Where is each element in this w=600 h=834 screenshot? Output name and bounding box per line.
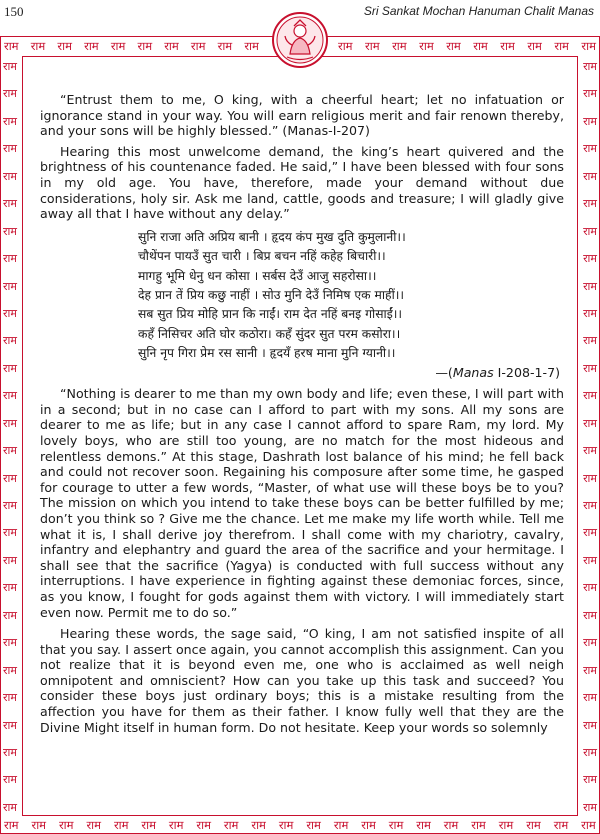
border-word: राम — [583, 553, 597, 567]
border-word: राम — [3, 663, 17, 677]
border-word: राम — [31, 818, 47, 832]
border-word: राम — [500, 39, 515, 53]
border-word: राम — [583, 279, 597, 293]
border-word: राम — [30, 39, 46, 53]
border-word: राम — [3, 800, 17, 814]
border-word: राम — [168, 818, 184, 832]
verse-line: कहँ निसिचर अति घोर कठोरा। कहँ सुंदर सुत परम कसोरा।। — [138, 326, 401, 341]
border-word: राम — [86, 818, 102, 832]
border-word: राम — [3, 279, 17, 293]
border-word: राम — [583, 197, 597, 211]
border-word: राम — [361, 818, 376, 832]
border-word: राम — [583, 581, 597, 595]
border-word: राम — [583, 745, 597, 759]
border-word: राम — [3, 718, 17, 732]
border-word: राम — [392, 39, 407, 53]
border-word: राम — [583, 499, 597, 512]
border-word: राम — [583, 718, 597, 732]
verse-citation — [40, 365, 560, 381]
running-head: Sri Sankat Mochan Hanuman Chalit Manas — [363, 4, 594, 18]
border-word: राम — [217, 39, 233, 53]
border-word: राम — [58, 818, 74, 832]
border-word: राम — [338, 39, 353, 53]
border-word: राम — [583, 800, 597, 814]
border-word: राम — [526, 818, 541, 832]
border-word: राम — [583, 252, 597, 266]
border-word: राम — [583, 169, 597, 183]
border-word: राम — [251, 818, 266, 832]
border-word: राम — [583, 636, 597, 650]
border-word: राम — [583, 471, 597, 485]
border-word: राम — [3, 636, 17, 650]
verse-block — [138, 228, 564, 364]
border-left-words — [3, 61, 17, 813]
page-content — [40, 92, 564, 741]
border-word: राम — [3, 87, 17, 101]
border-word: राम — [527, 39, 542, 53]
verse-line: मागहु भूमि धेनु धन कोसा । सर्बस देउँ आजु सहरोसा।। — [138, 268, 377, 283]
border-word: राम — [137, 39, 153, 53]
border-word: राम — [583, 663, 597, 677]
border-word: राम — [223, 818, 239, 832]
border-word: राम — [583, 224, 597, 238]
paragraph-dashrath-plea: “Nothing is dearer to me than my own body and life; even these, I will part with in a second; but in no case can I afford to part with my sons. All my sons are dearer to me as life; but in any case I cannot afford to spare Ram, my lord. My lovely boys, who are still too young, are no match for the most hideous and relentless demons.” At this stage, Dashrath lost balance of his mind; he fell back and could not recover soon. Regaining his composure after some time, he gasped for courage to utter a few words, “Master, of what use will these boys be to you? The mission on which you intend to take these boys can be better fulfilled by me; don’t you think so ? Give me the chance. Let me make my life worth while. Tell me what it is, I shall derive joy therefrom. I shall come with my chariotry, cavalry, infantry and elephantry and guard the area of the sacrifice and your hermitage. I shall see that the sacrifice (Yagya) is conducted with full success without any interruptions. I have experience in fighting against these demoniac forces, since, as you know, I fought for gods against them with victory. I will immediately start even now. Permit me to do so.” — [40, 386, 564, 620]
border-word: राम — [3, 224, 17, 238]
border-word: राम — [3, 581, 17, 595]
border-word: राम — [581, 39, 596, 53]
border-word: राम — [419, 39, 434, 53]
verse-line: सब सुत प्रिय मोहि प्रान कि नाईं। राम देत नहिं बनइ गोसाईं।। — [138, 307, 403, 322]
verse-line: देह प्रान तें प्रिय कछु नाहीं । सोउ मुनि देउँ निमिष एक माहीं।। — [138, 287, 405, 302]
border-word: राम — [110, 39, 126, 53]
border-word: राम — [57, 39, 72, 53]
border-word: राम — [446, 39, 461, 53]
border-word: राम — [3, 334, 17, 348]
border-word: राम — [416, 818, 431, 832]
border-word: राम — [365, 39, 380, 53]
border-right-words — [583, 61, 597, 813]
border-word: राम — [581, 818, 596, 832]
border-word: राम — [3, 389, 17, 403]
border-word: राम — [164, 39, 179, 53]
border-word: राम — [583, 444, 597, 458]
border-word: राम — [583, 142, 597, 156]
border-word: राम — [583, 361, 597, 375]
border-word: राम — [583, 526, 597, 540]
border-word: राम — [583, 416, 597, 430]
border-word: राम — [3, 197, 17, 211]
border-word: राम — [3, 169, 17, 183]
border-word: राम — [583, 691, 597, 705]
border-word: राम — [4, 818, 19, 832]
border-word: राम — [3, 471, 17, 485]
citation-prefix: —( — [435, 364, 453, 380]
page-number: 150 — [4, 4, 24, 19]
border-word: राम — [3, 526, 17, 540]
border-word: राम — [3, 499, 17, 512]
border-word: राम — [583, 773, 597, 787]
border-word: राम — [471, 818, 486, 832]
border-word: राम — [3, 114, 17, 128]
border-word: राम — [3, 773, 17, 787]
border-word: राम — [3, 444, 17, 458]
border-word: राम — [333, 818, 349, 832]
border-word: राम — [3, 142, 17, 156]
border-word: राम — [583, 608, 597, 622]
border-word: राम — [583, 114, 597, 128]
border-word: राम — [553, 818, 569, 832]
paragraph-sage-response: Hearing these words, the sage said, “O king, I am not satisfied inspite of all that you say. I assert once again, you cannot accomplish this assignment. Can you not realize that it is beyond even me, one who is acclaimed as well neigh omnipotent and omniscient? How can you take up this task and succeed? You consider these boys just ordinary boys; this is a mistake resulting from the affection you have for them as their father. I know fully well that they are the Divine Might itself in human form. Do not hesitate. Keep your words so solemnly — [40, 626, 564, 735]
border-word: राम — [84, 39, 99, 53]
border-word: राम — [388, 818, 404, 832]
border-word: राम — [583, 334, 597, 348]
border-word: राम — [113, 818, 129, 832]
border-word: राम — [3, 361, 17, 375]
paragraph-entrust: “Entrust them to me, O king, with a cheerful heart; let no infatuation or ignorance stand in your way. You will earn religious merit and fair renown thereby, and your sons will be highly blessed.” (Manas-I-207) — [40, 92, 564, 139]
border-word: राम — [3, 306, 17, 320]
border-word: राम — [583, 389, 597, 403]
border-word: राम — [4, 39, 19, 53]
border-word: राम — [196, 818, 211, 832]
border-word: राम — [3, 553, 17, 567]
border-word: राम — [3, 60, 17, 73]
border-word: राम — [190, 39, 206, 53]
verse-line: चौथेंपन पायउँ सुत चारी । बिप्र बचन नहिं कहेह बिचारी।। — [138, 249, 386, 264]
verse-line: सुनि नृप गिरा प्रेम रस सानी । हृदयँ हरष माना मुनि ग्यानी।। — [138, 346, 396, 361]
border-word: राम — [583, 87, 597, 101]
citation-reference: I-208-1-7) — [493, 364, 560, 380]
border-word: राम — [3, 691, 17, 705]
border-word: राम — [3, 745, 17, 759]
border-word: राम — [244, 39, 259, 53]
border-word: राम — [443, 818, 459, 832]
hanuman-medallion-icon — [272, 12, 328, 68]
verse-line: सुनि राजा अति अप्रिय बानी । हृदय कंप मुख दुति कुमुलानी।। — [138, 229, 406, 244]
border-word: राम — [473, 39, 488, 53]
border-word: राम — [141, 818, 156, 832]
border-word: राम — [3, 252, 17, 266]
border-word: राम — [583, 60, 597, 73]
citation-source: Manas — [452, 364, 494, 380]
border-word: राम — [3, 416, 17, 430]
border-word: राम — [278, 818, 294, 832]
border-word: राम — [583, 306, 597, 320]
border-bottom-words — [4, 820, 596, 832]
border-top-left-words — [4, 41, 259, 53]
border-word: राम — [554, 39, 569, 53]
border-word: राम — [3, 608, 17, 622]
paragraph-king-reply: Hearing this most unwelcome demand, the king’s heart quivered and the brightness of his countenance faded. He said,” I have been blessed with four sons in my old age. You have, therefore, made your demand without due considerations, holy sir. Ask me land, cattle, goods and treasure; I will gladly give away all that I have without any delay.” — [40, 143, 564, 222]
border-word: राम — [306, 818, 321, 832]
border-top-right-words — [338, 41, 596, 53]
border-word: राम — [498, 818, 514, 832]
